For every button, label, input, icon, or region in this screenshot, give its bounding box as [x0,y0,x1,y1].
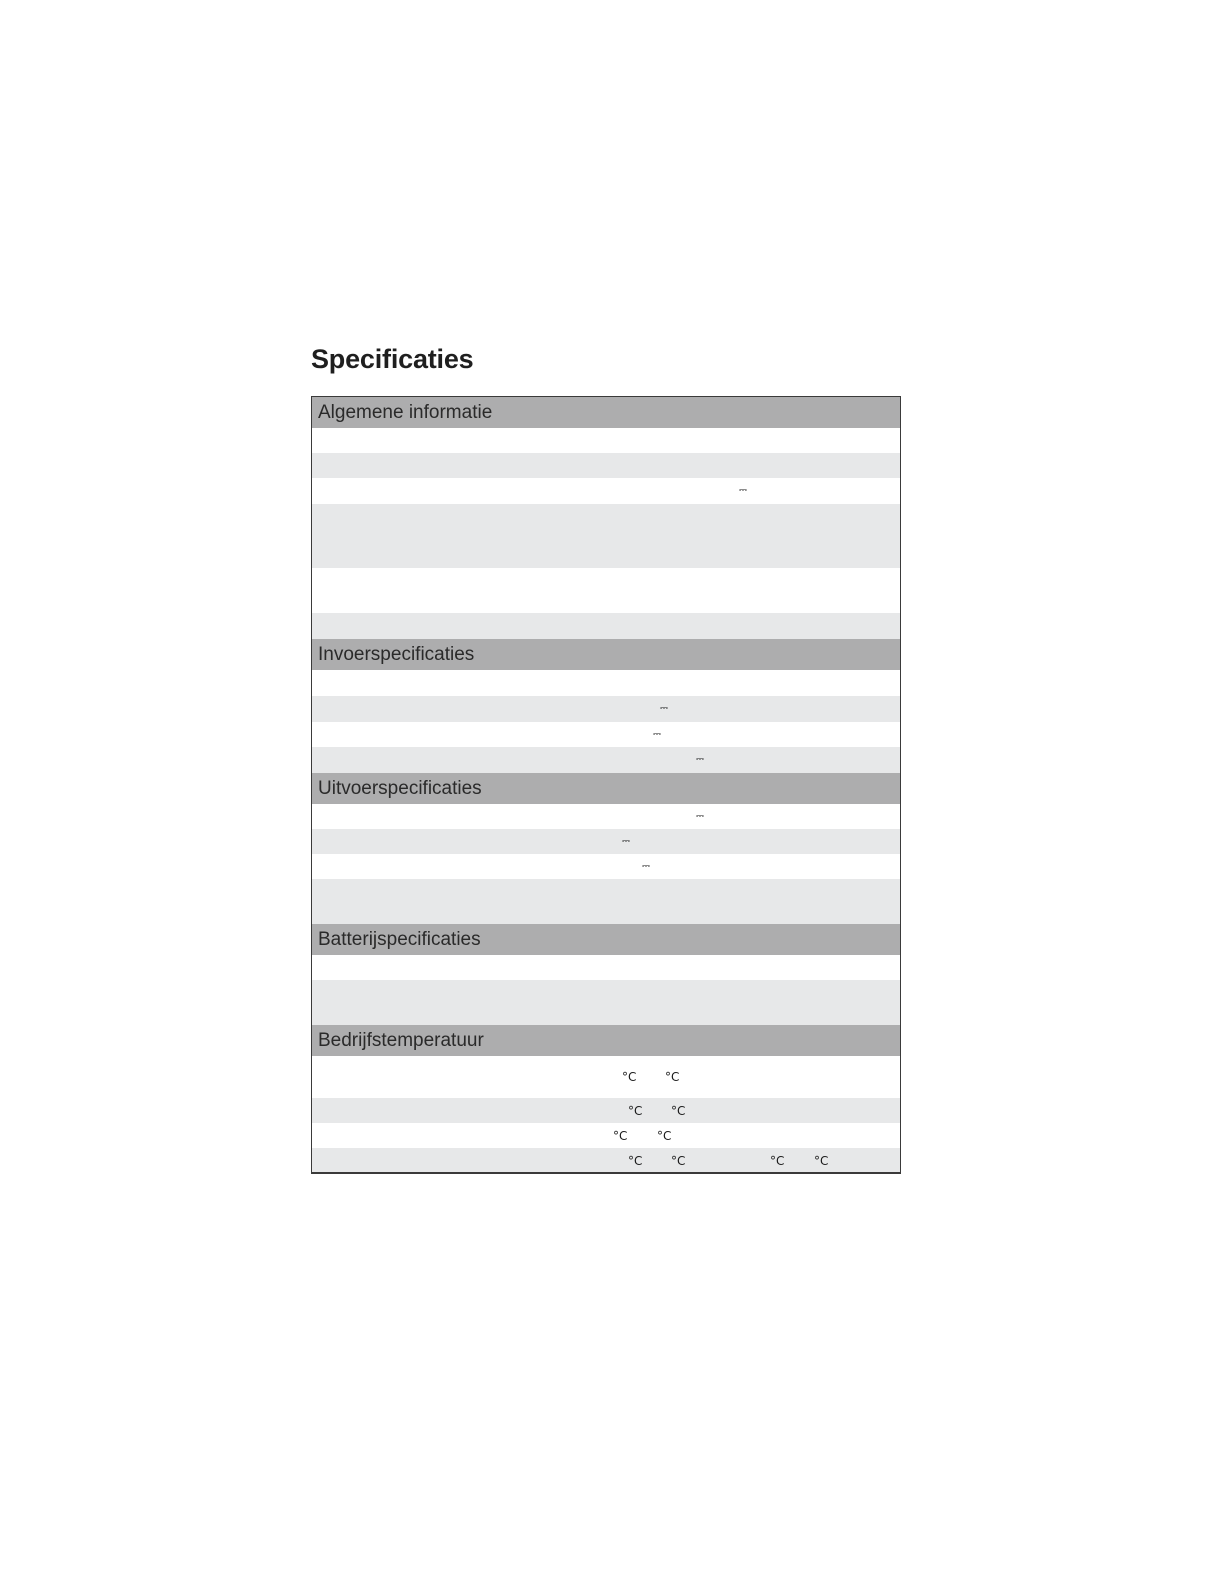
section-title: Bedrijfstemperatuur [318,1030,484,1051]
table-row [312,1098,900,1123]
dc-symbol: ⎓ [622,836,630,847]
table-row [312,478,900,504]
dc-symbol: ⎓ [642,861,650,872]
table-row [312,1123,900,1148]
table-row [312,722,900,747]
table-row [312,568,900,613]
table-row [312,428,900,453]
table-row [312,613,900,639]
table-row [312,453,900,478]
section-title: Invoerspecificaties [318,644,475,665]
table-row [312,696,900,722]
section-header-general [312,397,900,428]
specifications-table [311,396,901,1174]
page-title: Specificaties [311,344,474,374]
table-row [312,980,900,1025]
section-title: Algemene informatie [318,402,493,423]
table-row [312,1056,900,1098]
table-row [312,1148,900,1172]
dc-symbol: ⎓ [696,811,704,822]
celsius-symbol: °C [622,1070,637,1084]
table-row [312,747,900,773]
celsius-symbol: °C [671,1104,686,1118]
dc-symbol: ⎓ [739,485,747,496]
table-row [312,804,900,829]
celsius-symbol: °C [657,1129,672,1143]
section-header-battery [312,924,900,955]
table-row [312,670,900,696]
table-row [312,879,900,924]
table-row [312,955,900,980]
section-header-output [312,773,900,804]
dc-symbol: ⎓ [660,703,668,714]
section-header-input [312,639,900,670]
celsius-symbol: °C [613,1129,628,1143]
celsius-symbol: °C [665,1070,680,1084]
table-row [312,829,900,854]
table-row [312,854,900,879]
section-title: Batterijspecificaties [318,929,481,950]
celsius-symbol: °C [814,1154,829,1168]
section-title: Uitvoerspecificaties [318,778,482,799]
celsius-symbol: °C [628,1104,643,1118]
celsius-symbol: °C [671,1154,686,1168]
dc-symbol: ⎓ [653,729,661,740]
celsius-symbol: °C [770,1154,785,1168]
dc-symbol: ⎓ [696,754,704,765]
celsius-symbol: °C [628,1154,643,1168]
section-header-temperature [312,1025,900,1056]
table-row [312,504,900,568]
